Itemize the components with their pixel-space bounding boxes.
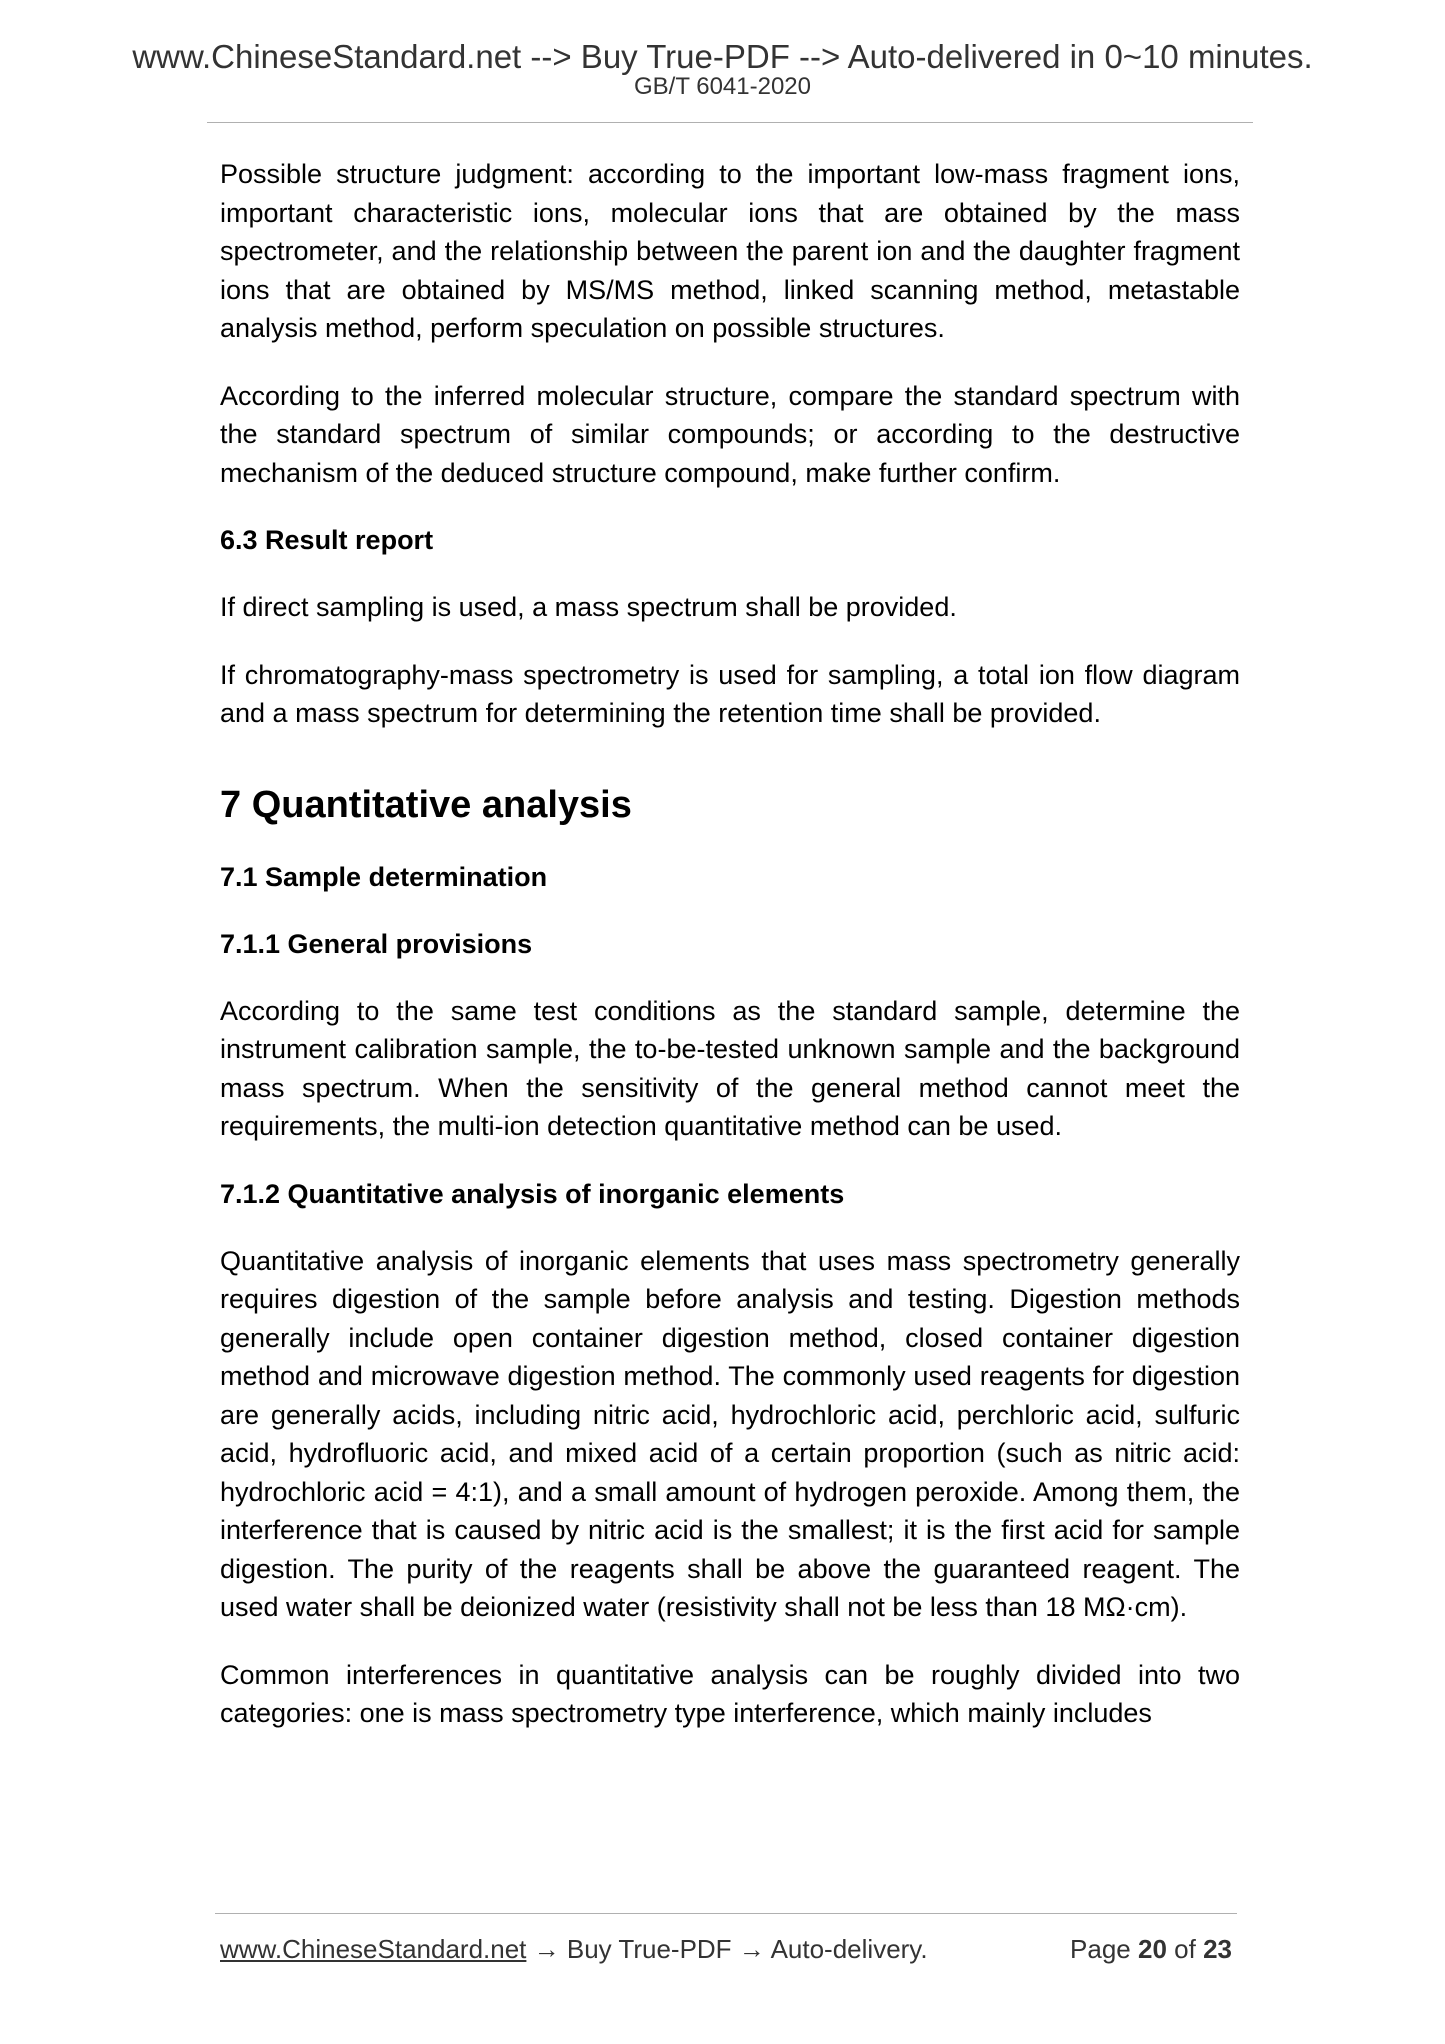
header-divider [207,122,1253,123]
heading-7-quantitative-analysis: 7 Quantitative analysis [220,783,632,826]
paragraph-structure-judgment: Possible structure judgment: according to the important low-mass fragment ions, important characteristic ions, molecular ions that are obtained by the mass spectrometer, and the relationship between the parent ion and the daughter fragment ions that are obtained by MS/MS method, linked scanning method, metastable analysis method, perform speculation on possible structures. [220,159,1240,343]
footer-divider [215,1913,1237,1914]
site-banner[interactable]: www.ChineseStandard.net --> Buy True-PDF --> Auto-delivered in 0~10 minutes. [132,38,1313,75]
footer-delivery-text: → Buy True-PDF → Auto-delivery. [526,1934,928,1964]
paragraph-inferred-structure: According to the inferred molecular structure, compare the standard spectrum with the standard spectrum of similar compounds; or according to the destructive mechanism of the deduced structure compound, make further confirm. [220,380,1240,488]
page-current: 20 [1138,1934,1167,1964]
heading-7-1-1-general-provisions: 7.1.1 General provisions [220,928,533,959]
paragraph-general-provisions: According to the same test conditions as the standard sample, determine the instrument calibration sample, the to-be-tested unknown sample and the background mass spectrum. When the sensitivity of the general method cannot meet the requirements, the multi-ion detection quantitative method can be used. [220,995,1240,1141]
document-code: GB/T 6041-2020 [633,73,811,100]
page-label: Page [1070,1934,1131,1964]
paragraph-direct-sampling: If direct sampling is used, a mass spectrum shall be provided. [220,592,957,622]
heading-6-3-result-report: 6.3 Result report [220,525,434,555]
page-number [1070,1934,1232,1964]
paragraph-inorganic-elements: Quantitative analysis of inorganic elements that uses mass spectrometry generally requires digestion of the sample before analysis and testing. Digestion methods generally include open container digestion method, closed container digestion method and microwave digestion method. The commonly used reagents for digestion are generally acids, including nitric acid, hydrochloric acid, perchloric acid, sulfuric acid, hydrofluoric acid, and mixed acid of a certain proportion (such as nitric acid: hydrochloric acid = 4:1), and a small amount of hydrogen peroxide. Among them, the interference that is caused by nitric acid is the smallest; it is the first acid for sample digestion. The purity of the reagents shall be above the guaranteed reagent. The used water shall be deionized water (resistivity shall not be less than 18 MΩ·cm). [220,1245,1240,1622]
heading-7-1-sample-determination: 7.1 Sample determination [220,861,548,892]
footer-left [220,1934,928,1964]
footer-site-link[interactable]: www.ChineseStandard.net [220,1934,527,1964]
heading-7-1-2-inorganic-elements: 7.1.2 Quantitative analysis of inorganic elements [220,1178,845,1209]
paragraph-chromatography-sampling: If chromatography-mass spectrometry is used for sampling, a total ion flow diagram and a mass spectrum for determining the retention time shall be provided. [220,659,1240,728]
paragraph-common-interferences: Common interferences in quantitative analysis can be roughly divided into two categories: one is mass spectrometry type interference, which mainly includes [220,1659,1240,1728]
page-total: 23 [1203,1934,1232,1964]
page-content [220,155,1240,1762]
page-of: of [1174,1934,1196,1964]
